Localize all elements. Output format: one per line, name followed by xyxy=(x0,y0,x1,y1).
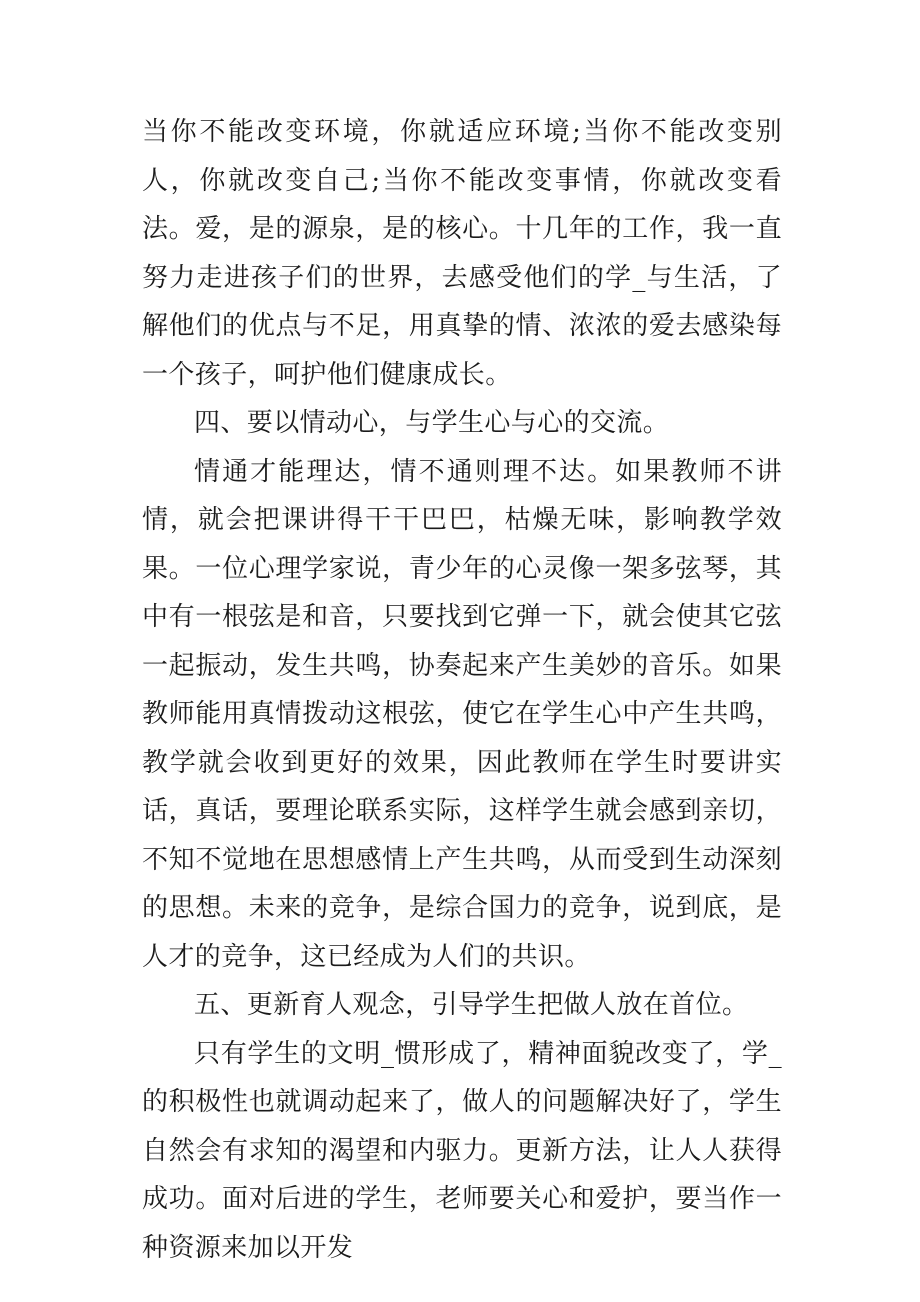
document-body xyxy=(142,108,782,1272)
section-heading-4: 四、要以情动心，与学生心与心的交流。 xyxy=(194,408,670,438)
paragraph-3: 情通才能理达，情不通则理不达。如果教师不讲情，就会把课讲得干干巴巴，枯燥无味，影响教学效果。一位心理学家说，青少年的心灵像一架多弦琴，其中有一根弦是和音，只要找到它弹一下，就会使其它弦一起振动，发生共鸣，协奏起来产生美妙的音乐。如果教师能用真情拨动这根弦，使它在学生心中产生共鸣，教学就会收到更好的效果，因此教师在学生时要讲实话，真话，要理论联系实际，这样学生就会感到亲切，不知不觉地在思想感情上产生共鸣，从而受到生动深刻的思想。未来的竞争，是综合国力的竞争，说到底，是人才的竞争，这已经成为人们的共识。 xyxy=(142,456,782,972)
paragraph-1: 当你不能改变环境，你就适应环境;当你不能改变别人，你就改变自己;当你不能改变事情，你就改变看法。爱，是的源泉，是的核心。十几年的工作，我一直努力走进孩子们的世界，去感受他们的学_与生活，了解他们的优点与不足，用真挚的情、浓浓的爱去感染每一个孩子，呵护他们健康成长。 xyxy=(142,117,782,390)
section-heading-5: 五、更新育人观念，引导学生把做人放在首位。 xyxy=(194,990,749,1020)
paragraph-5: 只有学生的文明_惯形成了，精神面貌改变了，学_的积极性也就调动起来了，做人的问题解决好了，学生自然会有求知的渴望和内驱力。更新方法，让人人获得成功。面对后进的学生，老师要关心和爱护，要当作一种资源来加以开发 xyxy=(142,1038,782,1263)
